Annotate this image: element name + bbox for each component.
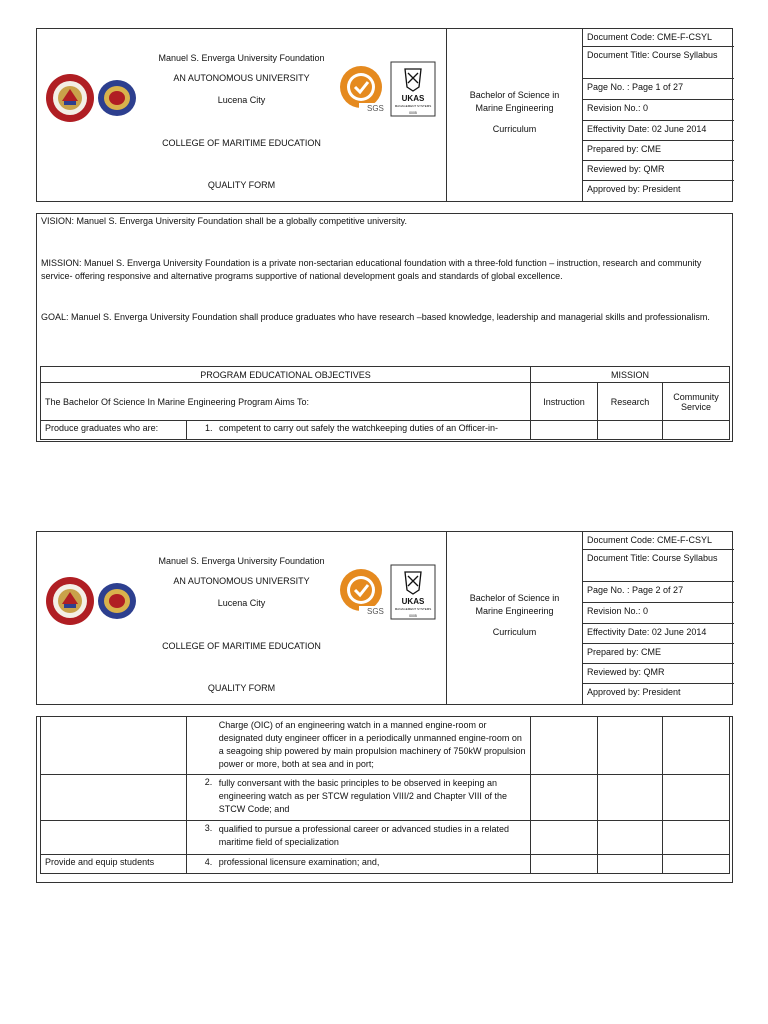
item-text: competent to carry out safely the watchkeeping duties of an Officer-in- (219, 423, 498, 433)
ukas-label: UKAS (401, 597, 425, 606)
program-title: Bachelor of Science in Marine Engineering (469, 90, 560, 113)
ukas-sub-label: MANAGEMENT SYSTEMS (394, 104, 432, 108)
item-number: 4. (204, 857, 213, 867)
doc-approved: Approved by: President (587, 184, 681, 194)
sgs-certification-icon (337, 566, 389, 618)
document-header (36, 28, 733, 202)
item-number: 1. (205, 423, 213, 433)
objectives-continued (36, 716, 733, 883)
doc-effectivity: Effectivity Date: 02 June 2014 (583, 624, 734, 644)
doc-approved: Approved by: President (587, 687, 681, 697)
institution-city: Lucena City (217, 95, 266, 105)
item-number: 3. (204, 823, 213, 833)
objectives-table-continued (40, 716, 730, 874)
item-text: fully conversant with the basic principles to be observed in keeping an engineering watch as per STCW regulation VIII/2 and Chapter VIII of the STCW Code; and (218, 778, 507, 814)
institution-name: Manuel S. Enverga University Foundation (158, 556, 325, 566)
college-name: COLLEGE OF MARITIME EDUCATION (162, 138, 321, 148)
doc-prepared: Prepared by: CME (583, 644, 734, 664)
ukas-label: UKAS (401, 94, 425, 103)
objective-item-1-cont (186, 717, 531, 775)
institution-city: Lucena City (217, 598, 266, 608)
goal-text: GOAL: Manuel S. Enverga University Foundation shall produce graduates who have research –based knowledge, leadership and managerial skills and professionalism. (41, 312, 710, 322)
column-research: Research (598, 383, 663, 421)
doc-reviewed: Reviewed by: QMR (583, 664, 734, 684)
sgs-label: SGS (367, 607, 384, 616)
item-text: professional licensure examination; and, (218, 857, 380, 867)
institution-status: AN AUTONOMOUS UNIVERSITY (173, 576, 310, 586)
objective-item-4 (186, 855, 531, 874)
mission-text: MISSION: Manuel S. Enverga University Foundation is a private non-sectarian educational foundation with a three-fold function – instruction, research and community service- offering responsive and alternative programs supportive of national development goals and standards of global excellence. (41, 258, 702, 281)
sgs-certification-icon (337, 63, 389, 115)
aims-label: The Bachelor Of Science In Marine Engineering Program Aims To: (41, 383, 531, 421)
ukas-sub-label: MANAGEMENT SYSTEMS (394, 607, 432, 611)
program-subtitle: Curriculum (492, 124, 537, 134)
document-header (36, 531, 733, 705)
objective-item-3 (186, 821, 531, 855)
column-instruction: Instruction (531, 383, 598, 421)
institution-status: AN AUTONOMOUS UNIVERSITY (173, 73, 310, 83)
doc-revision: Revision No.: 0 (583, 100, 734, 121)
doc-title: Document Title: Course Syllabus (583, 550, 734, 582)
doc-effectivity: Effectivity Date: 02 June 2014 (583, 121, 734, 141)
mission-header: MISSION (531, 367, 730, 383)
form-type: QUALITY FORM (207, 180, 276, 190)
doc-prepared: Prepared by: CME (583, 141, 734, 161)
vision-text: VISION: Manuel S. Enverga University Foundation shall be a globally competitive university. (41, 216, 408, 226)
vmg-section (36, 213, 733, 442)
doc-code: Document Code: CME-F-CSYL (583, 29, 734, 47)
objective-item-1 (187, 421, 531, 440)
program-subtitle: Curriculum (492, 627, 537, 637)
sgs-label: SGS (367, 104, 384, 113)
doc-code: Document Code: CME-F-CSYL (583, 532, 734, 550)
doc-page-no: Page No. : Page 2 of 27 (583, 582, 734, 603)
row-label-provide: Provide and equip students (41, 855, 187, 874)
doc-revision: Revision No.: 0 (583, 603, 734, 624)
row-label-produce: Produce graduates who are: (41, 421, 187, 440)
ukas-code: 0005 (409, 614, 417, 618)
objectives-header: PROGRAM EDUCATIONAL OBJECTIVES (41, 367, 531, 383)
ukas-code: 0005 (409, 111, 417, 115)
objective-item-2 (186, 775, 531, 821)
ukas-certification-icon (390, 564, 436, 620)
item-number: 2. (204, 777, 213, 787)
ukas-certification-icon (390, 61, 436, 117)
program-title: Bachelor of Science in Marine Engineering (469, 593, 560, 616)
column-community-service: Community Service (663, 383, 730, 421)
doc-title: Document Title: Course Syllabus (583, 47, 734, 79)
institution-name: Manuel S. Enverga University Foundation (158, 53, 325, 63)
doc-page-no: Page No. : Page 1 of 27 (583, 79, 734, 100)
item-text: qualified to pursue a professional career or advanced studies in a related maritime field of specialization (218, 824, 509, 847)
objectives-table (40, 366, 730, 440)
page-1 (0, 0, 768, 460)
doc-reviewed: Reviewed by: QMR (583, 161, 734, 181)
item-text: Charge (OIC) of an engineering watch in a manned engine-room or designated duty engineer officer in a periodically unmanned engine-room on a seagoing ship powered by main propulsion machinery of 750kW propulsion power or more, both at sea and in port; (218, 720, 526, 769)
page-2 (0, 503, 768, 903)
form-type: QUALITY FORM (207, 683, 276, 693)
college-name: COLLEGE OF MARITIME EDUCATION (162, 641, 321, 651)
